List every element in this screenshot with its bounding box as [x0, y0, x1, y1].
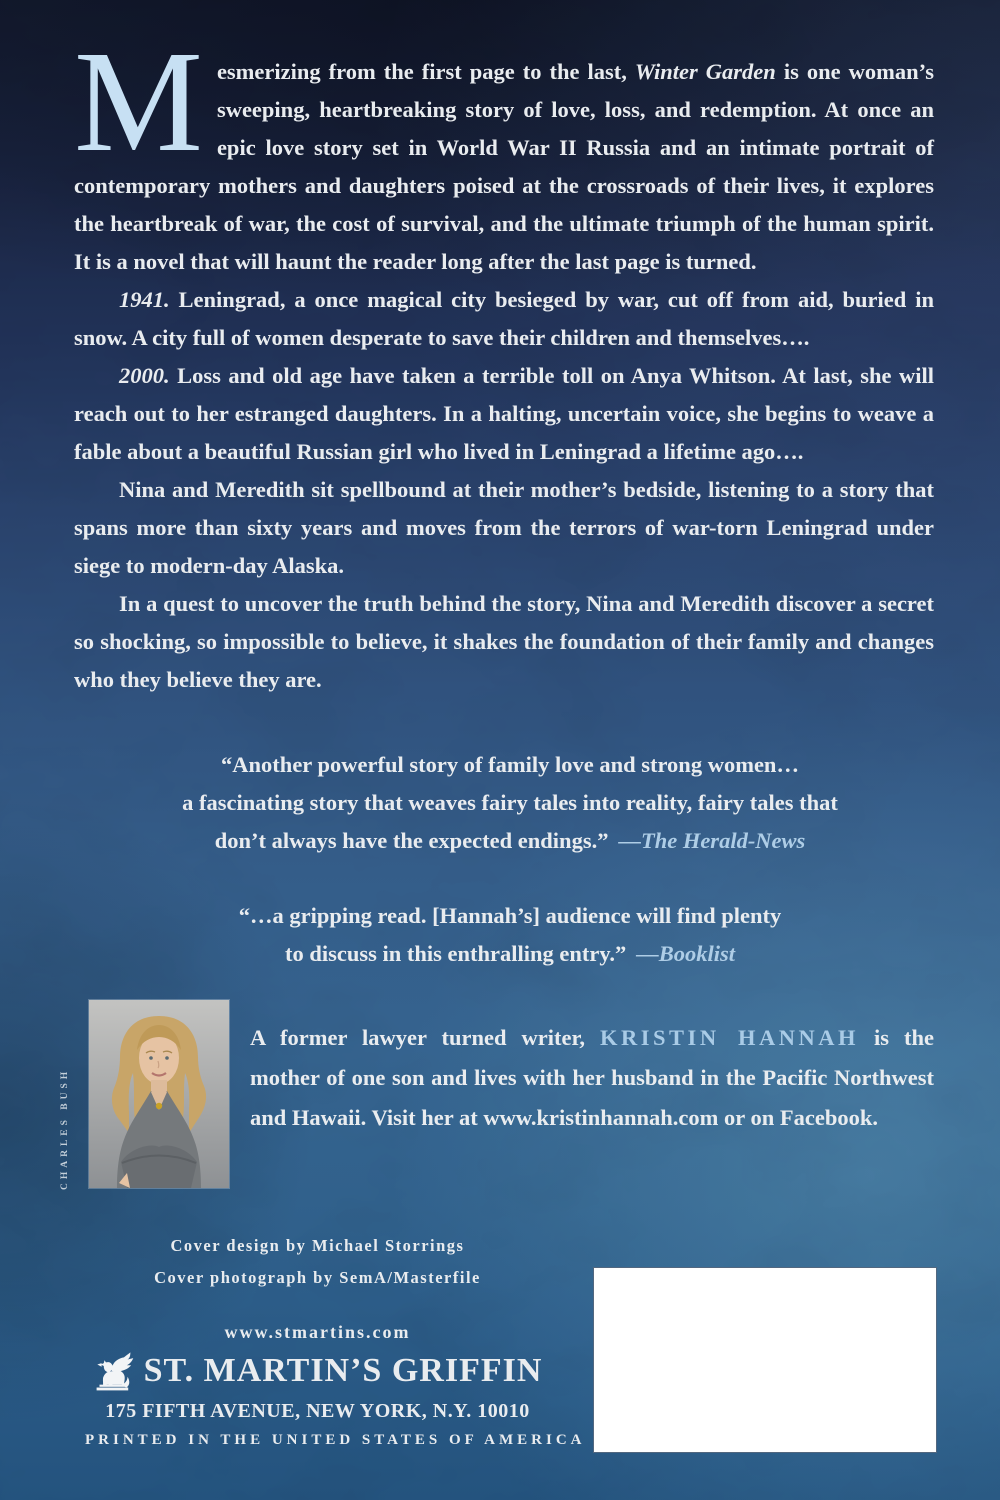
quote-attribution: —Booklist: [636, 941, 736, 966]
griffin-logo-icon: [93, 1348, 139, 1394]
quote-line-end: don’t always have the expected endings.”: [214, 828, 609, 853]
synopsis-paragraph-nina: Nina and Meredith sit spellbound at their mother’s bedside, listening to a story that spans more than sixty years and moves from the terrors of war-torn Leningrad under siege to modern-day Alaska.: [74, 477, 934, 578]
author-name: KRISTIN HANNAH: [600, 1025, 860, 1050]
photo-credit-vertical: CHARLES BUSH: [60, 1067, 70, 1190]
quote-line: [80, 822, 940, 860]
review-quote-herald-news: [80, 746, 940, 860]
synopsis-p1-post: is one woman’s sweeping, heartbreaking story of love, loss, and redemption. At once an epic love story set in World War II Russia and an intimate portrait of contemporary mothers and daughters poised at the crossroads of their lives, it explores the heartbreak of war, the cost of survival, and the ultimate triumph of the human spirit. It is a novel that will haunt the reader long after the last page is turned.: [74, 59, 935, 274]
synopsis-paragraph-1: [74, 22, 935, 281]
synopsis-paragraph-quest: In a quest to uncover the truth behind the story, Nina and Meredith discover a secret so shocking, so impossible to believe, it shakes the foundation of their family and changes who they believe they are.: [74, 591, 934, 692]
quote-line-end: to discuss in this enthralling entry.”: [284, 941, 627, 966]
printed-in-line: PRINTED IN THE UNITED STATES OF AMERICA: [85, 1432, 586, 1448]
quote-line: “Another powerful story of family love and strong women…: [221, 752, 799, 777]
cover-photograph-credit: Cover photograph by SemA/Masterfile: [154, 1268, 481, 1287]
synopsis-paragraph-2000: [74, 357, 934, 471]
author-portrait-photo: [89, 1000, 229, 1188]
publisher-block: [85, 1322, 586, 1449]
cover-credits: [85, 1230, 550, 1294]
dropcap-letter: M: [74, 22, 203, 182]
synopsis-p3-text: Loss and old age have taken a terrible toll on Anya Whitson. At last, she will reach out to her estranged daughters. In a halting, uncertain voice, she begins to weave a fable about a beautiful Russian girl who lived in Leningrad a lifetime ago….: [74, 363, 934, 464]
publisher-website: www.stmartins.com: [224, 1322, 411, 1342]
synopsis: [74, 22, 935, 699]
synopsis-paragraph-1941: [74, 281, 934, 357]
imprint-name: ST. MARTIN’S GRIFFIN: [143, 1352, 543, 1389]
barcode-placeholder: [593, 1267, 937, 1453]
synopsis-p1-pre: esmerizing from the first page to the last,: [216, 59, 635, 84]
year-1941: 1941.: [119, 287, 170, 312]
publisher-address: 175 FIFTH AVENUE, NEW YORK, N.Y. 10010: [105, 1400, 530, 1422]
quote-line: a fascinating story that weaves fairy tales into reality, fairy tales that: [182, 790, 838, 815]
quote-attribution: —The Herald-News: [618, 828, 806, 853]
bio-pre: A former lawyer turned writer,: [250, 1025, 601, 1050]
quote-line: [80, 935, 940, 973]
year-2000: 2000.: [119, 363, 170, 388]
cover-design-credit: Cover design by Michael Storrings: [170, 1236, 465, 1255]
book-title-mention: Winter Garden: [634, 59, 776, 84]
imprint-row: [85, 1348, 550, 1394]
author-photo: [89, 1000, 229, 1188]
review-quote-booklist: [80, 897, 940, 973]
bio-post: is the mother of one son and lives with her husband in the Pacific Northwest and Hawaii. Visit her at www.kristinhannah.com or on Facebook.: [250, 1025, 935, 1130]
author-bio: [250, 1018, 934, 1138]
quote-line: “…a gripping read. [Hannah’s] audience will find plenty: [238, 903, 782, 928]
synopsis-p2-text: Leningrad, a once magical city besieged by war, cut off from aid, buried in snow. A city full of women desperate to save their children and themselves….: [74, 287, 934, 350]
